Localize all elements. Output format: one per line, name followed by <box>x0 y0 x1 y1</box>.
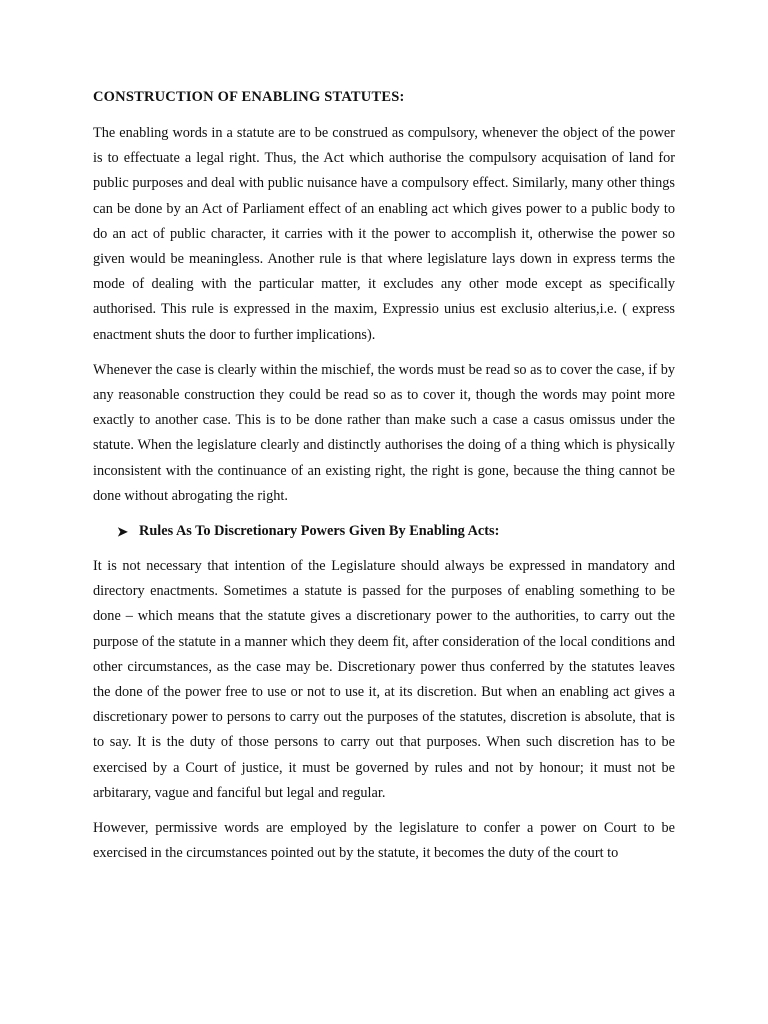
paragraph-4: However, permissive words are employed by the legislature to confer a power on Court to be exercised in the circumstances pointed out by the statute, it becomes the duty of the court to <box>93 820 675 862</box>
arrow-bullet-icon: ➤ <box>117 524 128 540</box>
paragraph-3: It is not necessary that intention of the Legislature should always be expressed in mandatory and directory enactments. Sometimes a statute is passed for the purposes of enabling something to be done – which means that the statute gives a discretionary power to the authorities, to carry out the purpose of the statute in a manner which they deem fit, after consideration of the local conditions and other circumstances, as the case may be. Discretionary power thus conferred by the statutes leaves the done of the power free to use or not to use it, at its discretion. But when an enabling act gives a discretionary power to persons to carry out the purposes of the statutes, discretion is absolute, that is to say. It is the duty of those persons to carry out that purposes. When such discretion has to be exercised by a Court of justice, it must be governed by rules and not by honour; it must not be arbitarary, vague and fanciful but legal and regular. <box>93 558 675 801</box>
paragraph-2: Whenever the case is clearly within the mischief, the words must be read so as to cover the case, if by any reasonable construction they could be read so as to cover it, though the words may point more exactly to another case. This is to be done rather than make such a case a casus omissus under the statute. When the legislature clearly and distinctly authorises the doing of a thing which is physically inconsistent with the continuance of an existing right, the right is gone, because the thing cannot be done without abrogating the right. <box>93 361 675 504</box>
paragraph-1: The enabling words in a statute are to be construed as compulsory, whenever the object of the power is to effectuate a legal right. Thus, the Act which authorise the compulsory acquisation of land for public purposes and deal with public nuisance have a compulsory effect. Similarly, many other things can be done by an Act of Parliament effect of an enabling act which gives power to a public body to do an act of public character, it carries with it the power to accomplish it, otherwise the power so given would be meaningless. Another rule is that where legislature lays down in express terms the mode of dealing with the particular matter, it excludes any other mode except as specifically authorised. This rule is expressed in the maxim, Expressio unius est exclusio alterius,i.e. ( express enactment shuts the door to further implications). <box>93 125 675 343</box>
document-title: CONSTRUCTION OF ENABLING STATUTES: <box>93 89 405 105</box>
section-heading <box>93 519 675 544</box>
section-heading-text: Rules As To Discretionary Powers Given By Enabling Acts: <box>139 523 500 540</box>
